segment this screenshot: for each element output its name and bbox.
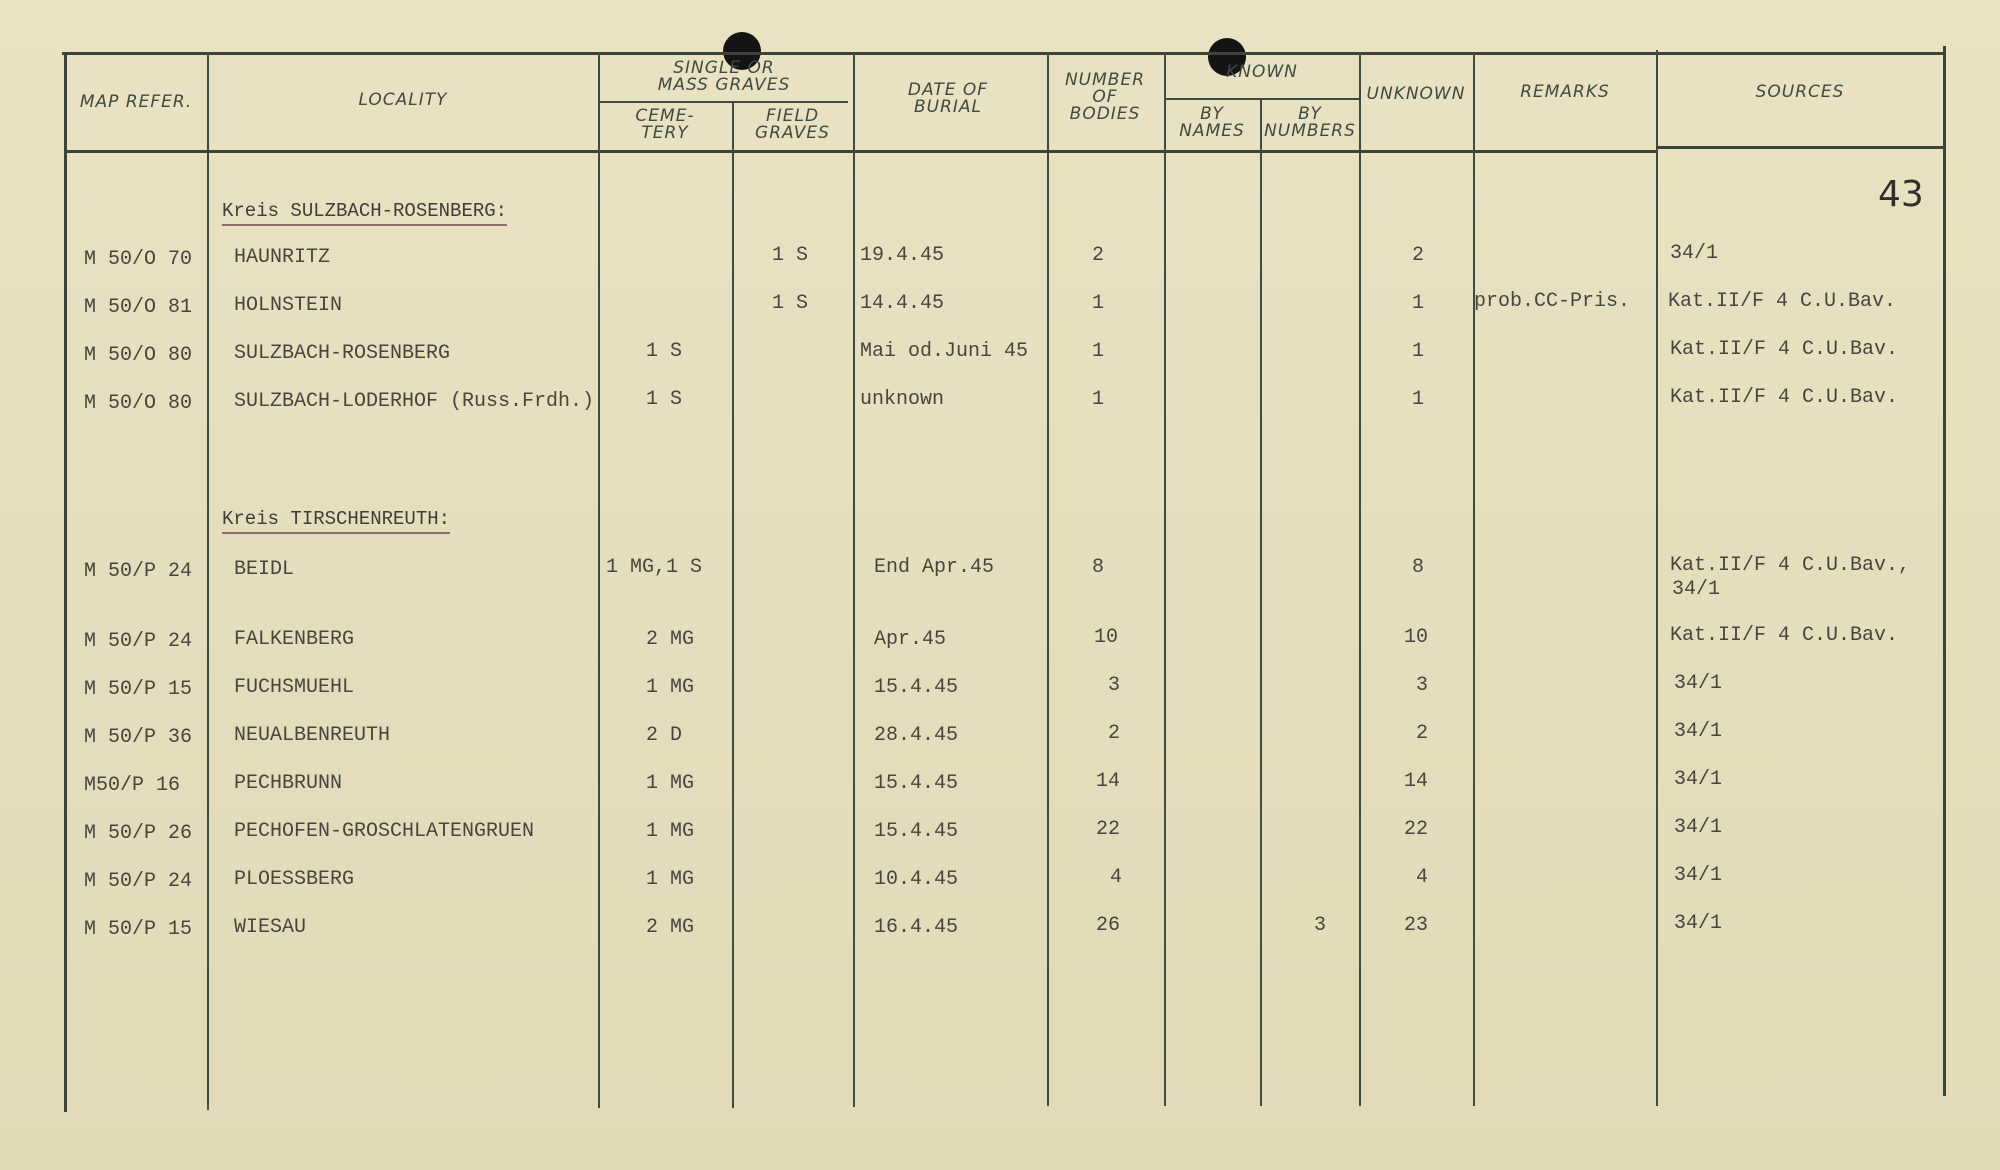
section-title: Kreis SULZBACH-ROSENBERG: xyxy=(222,200,507,226)
row-sources: 34/1 xyxy=(1674,768,1723,791)
row-locality: BEIDL xyxy=(234,558,295,581)
row-map-ref: M 50/P 24 xyxy=(84,630,193,653)
row-map-ref: M 50/P 24 xyxy=(84,870,193,893)
row-sources: Kat.II/F 4 C.U.Bav., xyxy=(1670,554,1911,577)
row-sources: 34/1 xyxy=(1674,864,1723,887)
row-map-ref: M 50/P 24 xyxy=(84,560,193,583)
col-border-right xyxy=(1943,46,1946,1096)
row-cemetery: 1 MG xyxy=(646,820,695,843)
row-map-ref: M 50/P 15 xyxy=(84,678,193,701)
col-border-bodies xyxy=(1164,52,1166,1106)
row-locality: FUCHSMUEHL xyxy=(234,676,355,699)
header-remarks: REMARKS xyxy=(1520,82,1610,102)
row-map-ref: M50/P 16 xyxy=(84,774,181,797)
row-unknown: 4 xyxy=(1416,866,1429,889)
row-sources: 34/1 xyxy=(1674,912,1723,935)
row-map-ref: M 50/P 36 xyxy=(84,726,193,749)
subheader-rule-single xyxy=(598,101,848,103)
row-date: 15.4.45 xyxy=(874,772,959,795)
row-cemetery: 2 MG xyxy=(646,628,695,651)
row-date: 10.4.45 xyxy=(874,868,959,891)
col-border-numbers xyxy=(1359,52,1361,1106)
col-border-remarks xyxy=(1656,50,1658,1106)
row-cemetery: 2 D xyxy=(646,724,683,747)
row-bodies: 1 xyxy=(1092,292,1105,315)
row-locality: PLOESSBERG xyxy=(234,868,355,891)
row-by-numbers: 3 xyxy=(1314,914,1327,937)
row-sources: Kat.II/F 4 C.U.Bav. xyxy=(1670,338,1899,361)
row-bodies: 4 xyxy=(1110,866,1123,889)
row-locality: SULZBACH-LODERHOF (Russ.Frdh.) xyxy=(234,390,595,413)
row-cemetery: 1 MG xyxy=(646,676,695,699)
row-unknown: 1 xyxy=(1412,340,1425,363)
page-number: 43 xyxy=(1878,174,1924,215)
row-unknown: 8 xyxy=(1412,556,1425,579)
row-unknown: 22 xyxy=(1404,818,1429,841)
row-bodies: 26 xyxy=(1096,914,1121,937)
col-border-field xyxy=(853,52,855,1107)
header-locality: LOCALITY xyxy=(358,90,448,110)
row-date: unknown xyxy=(860,388,945,411)
row-bodies: 3 xyxy=(1108,674,1121,697)
row-sources: 34/1 xyxy=(1674,672,1723,695)
row-bodies: 2 xyxy=(1092,244,1105,267)
header-unknown: UNKNOWN xyxy=(1366,84,1466,104)
section-title: Kreis TIRSCHENREUTH: xyxy=(222,508,450,534)
row-locality: PECHOFEN-GROSCHLATENGRUEN xyxy=(234,820,535,843)
row-sources: Kat.II/F 4 C.U.Bav. xyxy=(1670,386,1899,409)
row-date: 19.4.45 xyxy=(860,244,945,267)
header-cemetery: CEME- TERY xyxy=(635,106,695,143)
row-cemetery: 1 MG,1 S xyxy=(606,556,703,579)
col-border-locality xyxy=(598,52,600,1108)
row-unknown: 1 xyxy=(1412,292,1425,315)
row-locality: HOLNSTEIN xyxy=(234,294,343,317)
header-date-of-burial: DATE OF BURIAL xyxy=(907,80,989,117)
row-date: 16.4.45 xyxy=(874,916,959,939)
row-cemetery: 1 MG xyxy=(646,868,695,891)
row-unknown: 2 xyxy=(1416,722,1429,745)
row-bodies: 1 xyxy=(1092,388,1105,411)
row-map-ref: M 50/P 26 xyxy=(84,822,193,845)
row-bodies: 22 xyxy=(1096,818,1121,841)
row-unknown: 3 xyxy=(1416,674,1429,697)
row-unknown: 2 xyxy=(1412,244,1425,267)
row-date: Mai od.Juni 45 xyxy=(860,340,1029,363)
header-by-numbers: BY NUMBERS xyxy=(1264,104,1356,141)
col-border-date xyxy=(1047,52,1049,1106)
header-number-of-bodies: NUMBER OF BODIES xyxy=(1064,70,1146,124)
header-single-mass-graves: SINGLE OR MASS GRAVES xyxy=(657,58,791,95)
row-date: 28.4.45 xyxy=(874,724,959,747)
row-sources: 34/1 xyxy=(1674,816,1723,839)
header-map-refer: MAP REFER. xyxy=(79,92,193,112)
row-locality: NEUALBENREUTH xyxy=(234,724,391,747)
col-border-map xyxy=(207,52,209,1110)
row-sources: Kat.II/F 4 C.U.Bav. xyxy=(1668,290,1897,313)
row-map-ref: M 50/O 81 xyxy=(84,296,193,319)
header-bottom-rule-sources xyxy=(1656,146,1944,149)
row-bodies: 10 xyxy=(1094,626,1119,649)
row-date: 14.4.45 xyxy=(860,292,945,315)
row-bodies: 2 xyxy=(1108,722,1121,745)
row-date: 15.4.45 xyxy=(874,676,959,699)
row-bodies: 8 xyxy=(1092,556,1105,579)
row-sources-continued: 34/1 xyxy=(1672,578,1721,601)
header-sources: SOURCES xyxy=(1755,82,1845,102)
row-map-ref: M 50/O 80 xyxy=(84,344,193,367)
row-cemetery: 1 MG xyxy=(646,772,695,795)
row-locality: HAUNRITZ xyxy=(234,246,331,269)
header-bottom-rule xyxy=(66,150,1656,153)
col-border-unknown xyxy=(1473,52,1475,1106)
row-bodies: 14 xyxy=(1096,770,1121,793)
col-border-names xyxy=(1260,98,1262,1106)
row-date: End Apr.45 xyxy=(874,556,995,579)
row-unknown: 23 xyxy=(1404,914,1429,937)
row-field-graves: 1 S xyxy=(772,244,809,267)
row-cemetery: 1 S xyxy=(646,388,683,411)
col-border-cemetery xyxy=(732,101,734,1108)
row-cemetery: 2 MG xyxy=(646,916,695,939)
row-bodies: 1 xyxy=(1092,340,1105,363)
row-remarks: prob.CC-Pris. xyxy=(1474,290,1631,313)
row-map-ref: M 50/O 80 xyxy=(84,392,193,415)
row-locality: FALKENBERG xyxy=(234,628,355,651)
row-sources: Kat.II/F 4 C.U.Bav. xyxy=(1670,624,1899,647)
row-locality: WIESAU xyxy=(234,916,307,939)
row-map-ref: M 50/O 70 xyxy=(84,248,193,271)
row-locality: PECHBRUNN xyxy=(234,772,343,795)
row-map-ref: M 50/P 15 xyxy=(84,918,193,941)
header-by-names: BY NAMES xyxy=(1179,104,1245,141)
row-date: 15.4.45 xyxy=(874,820,959,843)
col-border-left xyxy=(64,52,67,1112)
row-sources: 34/1 xyxy=(1670,242,1719,265)
header-known: KNOWN xyxy=(1226,62,1298,82)
row-field-graves: 1 S xyxy=(772,292,809,315)
row-cemetery: 1 S xyxy=(646,340,683,363)
row-unknown: 10 xyxy=(1404,626,1429,649)
row-unknown: 14 xyxy=(1404,770,1429,793)
table-top-border xyxy=(62,52,1944,55)
header-field-graves: FIELD GRAVES xyxy=(755,106,830,143)
row-unknown: 1 xyxy=(1412,388,1425,411)
row-sources: 34/1 xyxy=(1674,720,1723,743)
row-locality: SULZBACH-ROSENBERG xyxy=(234,342,451,365)
row-date: Apr.45 xyxy=(874,628,947,651)
